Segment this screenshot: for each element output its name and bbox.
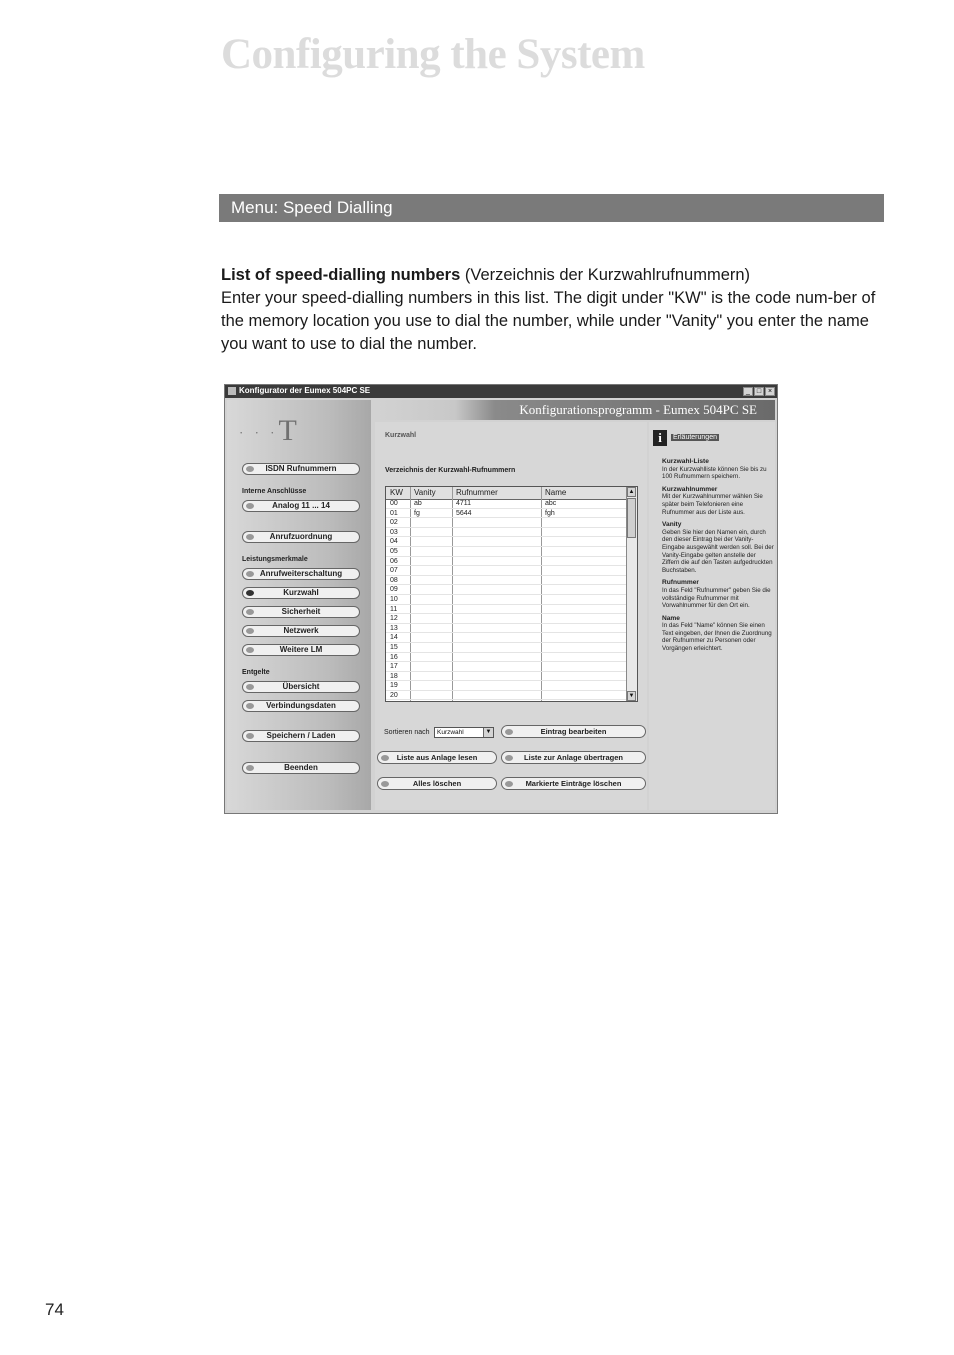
read-list-button[interactable]: Liste aus Anlage lesen xyxy=(377,751,497,764)
radio-icon xyxy=(246,684,254,690)
page-number: 74 xyxy=(45,1300,64,1319)
cell-kw: 13 xyxy=(390,624,398,632)
scroll-up-icon[interactable]: ▲ xyxy=(628,489,635,495)
cell-kw: 05 xyxy=(390,547,398,555)
cell-kw: 04 xyxy=(390,538,398,546)
cell-kw: 10 xyxy=(390,595,398,603)
radio-icon xyxy=(246,534,254,540)
help-body: In das Feld "Name" können Sie einen Text eingeben, der Ihnen die Zuordnung der Rufnummer zu Personen oder Vorgängen erleichtert. xyxy=(662,622,772,653)
intro-heading: List of speed-dialling numbers xyxy=(221,266,461,284)
column-header-rufnummer[interactable]: Rufnummer xyxy=(456,488,498,497)
help-text xyxy=(662,458,774,653)
radio-icon xyxy=(246,765,254,771)
table-row[interactable] xyxy=(386,672,629,682)
nav-anrufweiterschaltung[interactable]: Anrufweiterschaltung xyxy=(242,568,360,580)
table-scrollbar[interactable] xyxy=(626,487,637,701)
table-row[interactable] xyxy=(386,624,629,634)
help-label: Erläuterungen xyxy=(673,434,717,441)
table-row[interactable] xyxy=(386,662,629,672)
sidebar xyxy=(227,400,371,810)
table-row[interactable] xyxy=(386,595,629,605)
cell-kw: 03 xyxy=(390,528,398,536)
nav-kurzwahl[interactable]: Kurzwahl xyxy=(242,587,360,599)
column-header-vanity[interactable]: Vanity xyxy=(414,488,436,497)
cell-rufnummer: 4711 xyxy=(456,500,472,507)
table-row[interactable] xyxy=(386,681,629,691)
radio-selected-icon xyxy=(246,590,254,596)
intro-body: Enter your speed-dialling numbers in this list. The digit under "KW" is the code num-ber of the memory location you use to dial the number, while under "Vanity" you enter the name you want to use to dial the number. xyxy=(221,289,876,353)
table-row[interactable] xyxy=(386,653,629,663)
cell-kw: 16 xyxy=(390,653,398,661)
menu-section-title: Menu: Speed Dialling xyxy=(231,198,393,217)
cell-name: abc xyxy=(545,500,557,507)
close-button[interactable]: × xyxy=(765,387,775,396)
help-heading: Vanity xyxy=(662,521,682,529)
app-icon xyxy=(228,387,236,395)
nav-sicherheit[interactable]: Sicherheit xyxy=(242,606,360,618)
table-row[interactable] xyxy=(386,605,629,615)
table-row[interactable] xyxy=(386,585,629,595)
nav-beenden[interactable]: Beenden xyxy=(242,762,360,774)
table-row[interactable] xyxy=(386,691,629,701)
radio-icon xyxy=(505,729,513,735)
radio-icon xyxy=(246,733,254,739)
sort-label: Sortieren nach xyxy=(384,729,430,736)
radio-icon xyxy=(381,755,389,761)
nav-speichern-laden[interactable]: Speichern / Laden xyxy=(242,730,360,742)
help-body: In der Kurzwahlliste können Sie bis zu 100 Rufnummern speichern. xyxy=(662,465,767,481)
help-heading: Kurzwahl-Liste xyxy=(662,458,709,465)
nav-anrufzuordnung[interactable]: Anrufzuordnung xyxy=(242,531,360,543)
help-heading: Rufnummer xyxy=(662,579,699,587)
cell-name: fgh xyxy=(545,509,555,517)
nav-weitere-lm[interactable]: Weitere LM xyxy=(242,644,360,656)
app-banner xyxy=(375,400,775,420)
radio-icon xyxy=(246,466,254,472)
window-titlebar xyxy=(225,385,777,398)
cell-kw: 09 xyxy=(390,586,398,594)
help-body: In das Feld "Rufnummer" geben Sie die vollständige Rufnummer mit Vorwahlnummer für den Ort ein. xyxy=(662,586,771,610)
intro-paragraph xyxy=(221,264,886,356)
list-heading: Verzeichnis der Kurzwahl-Rufnummern xyxy=(385,467,516,474)
telekom-logo xyxy=(239,414,297,448)
intro-heading-sub: (Verzeichnis der Kurzwahlrufnummern) xyxy=(460,266,751,284)
cell-kw: 06 xyxy=(390,557,398,565)
chapter-title: Configuring the System xyxy=(221,31,645,78)
cell-kw: 14 xyxy=(390,634,398,642)
help-body: Geben Sie hier den Namen ein, durch den dieser Eintrag bei der Vanity-Eingabe ausgewählt werden soll. Bei der Vanity-Eingabe gelten anstelle der Ziffern die auf den Tasten aufgedruckten Buchstaben. xyxy=(662,528,774,574)
maximize-button[interactable]: □ xyxy=(754,387,764,396)
nav-verbindungsdaten[interactable]: Verbindungsdaten xyxy=(242,700,360,712)
nav-uebersicht[interactable]: Übersicht xyxy=(242,681,360,693)
radio-icon xyxy=(246,609,254,615)
edit-entry-button[interactable]: Eintrag bearbeiten xyxy=(501,725,646,738)
table-row[interactable] xyxy=(386,547,629,557)
radio-icon xyxy=(246,503,254,509)
cell-kw: 00 xyxy=(390,500,398,507)
cell-rufnummer: 5644 xyxy=(456,509,472,517)
radio-icon xyxy=(381,781,389,787)
scroll-down-icon[interactable]: ▼ xyxy=(628,693,635,699)
logo-t: T xyxy=(278,414,297,447)
section-title: Kurzwahl xyxy=(385,432,417,439)
table-body xyxy=(386,499,629,700)
column-header-kw[interactable]: KW xyxy=(390,488,403,497)
help-body: Mit der Kurzwahlnummer wählen Sie später beim Telefonieren eine Rufnummer aus der Liste aus. xyxy=(662,493,763,516)
info-icon: i xyxy=(653,430,667,446)
cell-kw: 12 xyxy=(390,615,398,623)
banner-title: Konfigurationsprogramm - Eumex 504PC SE xyxy=(519,402,757,417)
table-row[interactable] xyxy=(386,557,629,567)
table-row[interactable] xyxy=(386,576,629,586)
table-row[interactable] xyxy=(386,509,629,519)
cell-kw: 20 xyxy=(390,691,398,699)
app-window xyxy=(224,384,778,814)
cell-kw: 07 xyxy=(390,567,398,575)
table-row[interactable] xyxy=(386,528,629,538)
minimize-button[interactable]: _ xyxy=(743,387,753,396)
scroll-thumb[interactable] xyxy=(627,498,636,538)
cell-vanity: ab xyxy=(414,500,422,507)
nav-netzwerk[interactable]: Netzwerk xyxy=(242,625,360,637)
radio-icon xyxy=(246,703,254,709)
table-row[interactable] xyxy=(386,499,629,509)
main-panel xyxy=(375,422,647,810)
help-panel xyxy=(649,422,775,810)
window-title: Konfigurator der Eumex 504PC SE xyxy=(239,386,371,395)
table-row[interactable] xyxy=(386,566,629,576)
table-row[interactable] xyxy=(386,643,629,653)
cell-kw: 18 xyxy=(390,672,398,680)
table-row[interactable] xyxy=(386,614,629,624)
sort-select[interactable] xyxy=(434,727,494,738)
column-header-name[interactable]: Name xyxy=(545,488,567,497)
cell-kw: 15 xyxy=(390,643,398,651)
nav-isdn-rufnummern[interactable]: ISDN Rufnummern xyxy=(242,463,360,475)
speed-dial-table xyxy=(385,486,638,702)
clear-marked-button[interactable]: Markierte Einträge löschen xyxy=(501,777,646,790)
cell-kw: 17 xyxy=(390,663,398,671)
table-row[interactable] xyxy=(386,633,629,643)
cell-kw: 08 xyxy=(390,576,398,584)
cell-kw: 02 xyxy=(390,519,398,527)
send-list-button[interactable]: Liste zur Anlage übertragen xyxy=(501,751,646,764)
nav-analog[interactable]: Analog 11 ... 14 xyxy=(242,500,360,512)
cell-kw: 01 xyxy=(390,509,398,517)
table-row[interactable] xyxy=(386,537,629,547)
radio-icon xyxy=(246,628,254,634)
chevron-down-icon[interactable]: ▼ xyxy=(483,728,493,737)
help-heading: Kurzwahlnummer xyxy=(662,485,718,493)
logo-dots: · · · xyxy=(239,425,279,441)
table-row[interactable] xyxy=(386,518,629,528)
nav-group-internal: Interne Anschlüsse xyxy=(242,488,307,495)
radio-icon xyxy=(505,781,513,787)
clear-all-button[interactable]: Alles löschen xyxy=(377,777,497,790)
cell-kw: 11 xyxy=(390,605,398,613)
sort-select-value: Kurzwahl xyxy=(437,729,464,736)
radio-icon xyxy=(246,571,254,577)
nav-group-features: Leistungsmerkmale xyxy=(242,556,308,563)
cell-vanity: fg xyxy=(414,509,420,517)
radio-icon xyxy=(505,755,513,761)
cell-kw: 19 xyxy=(390,682,398,690)
radio-icon xyxy=(246,647,254,653)
menu-section-bar xyxy=(219,194,884,222)
nav-group-fees: Entgelte xyxy=(242,669,270,676)
help-heading: Name xyxy=(662,614,680,622)
